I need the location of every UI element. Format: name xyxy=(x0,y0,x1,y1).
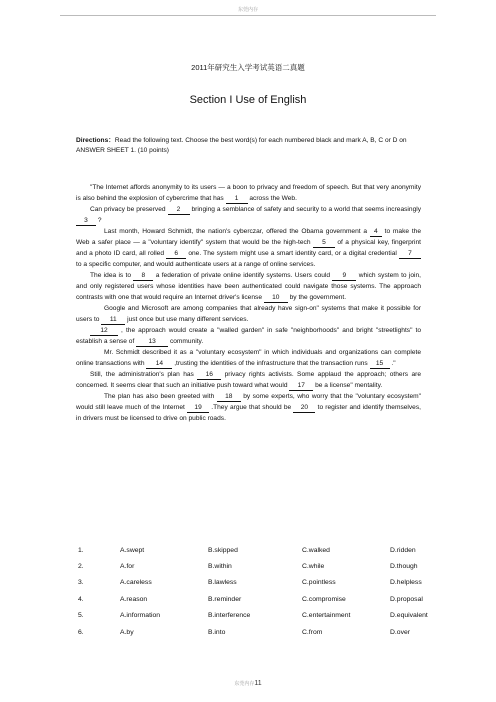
blank-20: 20 xyxy=(293,403,315,413)
header-divider xyxy=(60,15,436,16)
blank-15: 15 xyxy=(370,359,390,369)
blank-18: 18 xyxy=(217,392,241,402)
page-header: 东莞内存 xyxy=(237,7,258,13)
options-table xyxy=(78,542,460,640)
blank-10: 10 xyxy=(264,293,288,303)
footer-text: 东莞内存 xyxy=(234,681,255,687)
option-row: 3. A.careless B.lawless C.pointless D.helpless xyxy=(78,579,422,587)
blank-13: 13 xyxy=(136,337,168,347)
paragraph: Google and Microsoft are among companies that already have sign-on" systems that make it possible for users to 11 just once but use many different services. xyxy=(76,305,421,323)
page-footer xyxy=(0,680,496,687)
directions-label: Directions： xyxy=(76,137,115,144)
paragraph: Can privacy be preserved 2 bringing a semblance of safety and security to a world that seems increasingly 3 ? xyxy=(76,204,421,226)
exam-title: 2011年研究生入学考试英语二真题 xyxy=(191,63,305,72)
cloze-passage xyxy=(76,182,421,424)
paragraph: Mr. Schmidt described it as a "voluntary ecosystem" in which individuals and organizations can complete online transactions with 14 ,trusting the identities of the infrastructure that the transaction runs 15 ." xyxy=(76,349,421,367)
blank-5: 5 xyxy=(313,238,335,248)
blank-12: 12 xyxy=(90,326,118,336)
blank-19: 19 xyxy=(187,403,209,413)
blank-16: 16 xyxy=(197,370,221,380)
paragraph: The idea is to 8 a federation of private online identify systems. Users could 9 which system to join, and only registered users whose identities have been authenticated could navigate those systems. The approach contrasts with one that would require an Internet driver's license 10 by the government. xyxy=(76,272,421,301)
paragraph: Still, the administration's plan has 16 privacy rights activists. Some applaud the approach; others are concerned. It seems clear that such an initiative push toward what would 17 be a license" mentality. xyxy=(76,371,421,389)
blank-8: 8 xyxy=(133,271,153,281)
page-number: 11 xyxy=(254,680,262,687)
option-row: 1. A.swept B.skipped C.walked D.ridden xyxy=(78,546,416,554)
blank-6: 6 xyxy=(166,249,186,259)
section-heading: Section I Use of English xyxy=(189,94,307,106)
blank-1: 1 xyxy=(226,194,248,204)
blank-7: 7 xyxy=(399,249,421,259)
blank-9: 9 xyxy=(332,271,356,281)
option-row: 2. A.for B.within C.while D.though xyxy=(78,563,418,571)
blank-4: 4 xyxy=(370,227,382,237)
option-row: 5. A.information B.interference C.entertainment D.equivalent xyxy=(78,612,428,620)
directions-text: Read the following text. Choose the best word(s) for each numbered black and mark A, B, C or D on ANSWER SHEET 1. (10 points) xyxy=(76,137,407,154)
paragraph: The plan has also been greeted with 18 by some experts, who worry that the "voluntary ecosystem" would still leave much of the Internet 19 .They argue that should be 20 to register and identify themselves, in drivers must be licensed to drive on public roads. xyxy=(76,393,421,422)
blank-11: 11 xyxy=(101,315,125,325)
option-row: 4. A.reason B.reminder C.compromise D.proposal xyxy=(78,595,423,603)
blank-3: 3 xyxy=(76,216,96,226)
directions xyxy=(76,136,421,156)
blank-17: 17 xyxy=(289,381,313,391)
paragraph: "The Internet affords anonymity to its users — a boon to privacy and freedom of speech. But that very anonymity is also behind the explosion of cybercrime that has 1 across the Web. xyxy=(76,184,421,202)
blank-2: 2 xyxy=(168,205,190,215)
paragraph: Last month, Howard Schmidt, the nation's cyberczar, offered the Obama government a 4 to make the Web a safer place — a "voluntary identify" system that would be the high-tech 5 of a physical key, fingerprint and a photo ID card, all rolled 6 one. The system might use a smart identity card, or a digital credential 7 to a specific computer, and would authenticate users at a range of online services. xyxy=(76,228,421,268)
option-row: 6. A.by B.into C.from D.over xyxy=(78,628,411,636)
paragraph: 12 , the approach would create a "walled garden" in safe "neighborhoods" and bright "streetlights" to establish a sense of 13 community. xyxy=(76,327,421,345)
blank-14: 14 xyxy=(146,359,172,369)
